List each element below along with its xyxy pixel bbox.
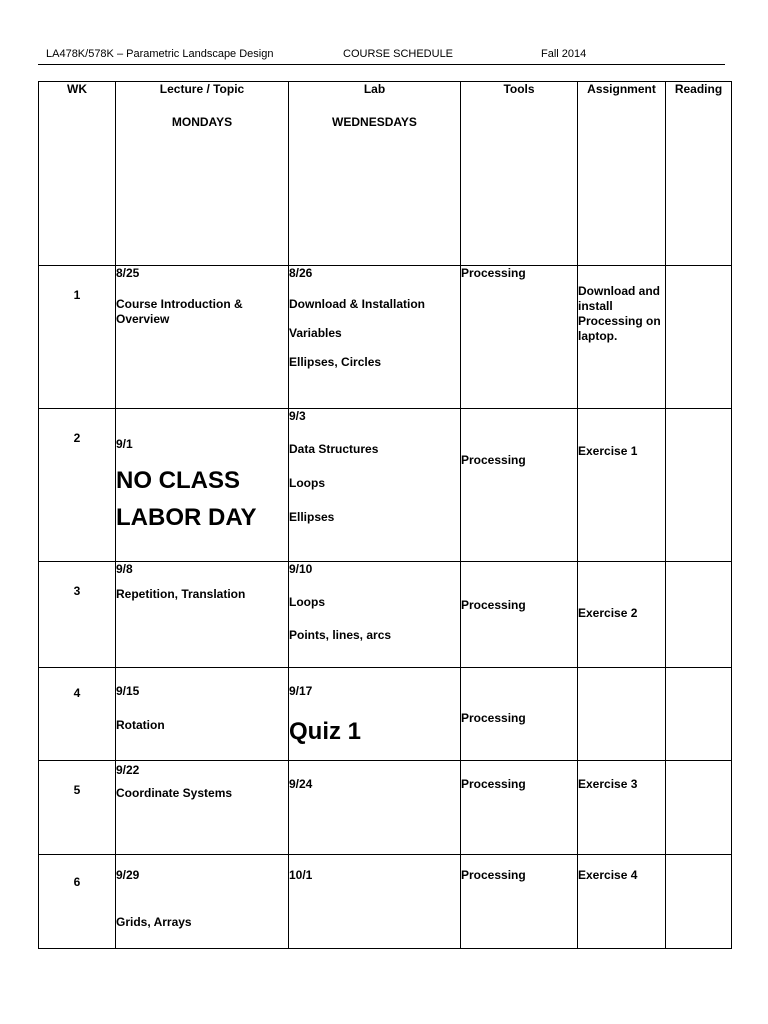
week-number: 3 <box>39 562 116 668</box>
reading-cell <box>666 855 732 949</box>
tools-cell: Processing <box>461 855 578 949</box>
lab-date: 9/10 <box>289 562 313 576</box>
document-title: COURSE SCHEDULE <box>343 48 454 60</box>
lab-item: Ellipses, Circles <box>289 355 382 369</box>
lecture-topic: Grids, Arrays <box>116 915 192 929</box>
lecture-date: 9/29 <box>116 868 140 882</box>
assignment-cell: Download and install Processing on laptop. <box>578 266 666 409</box>
assignment-cell: Exercise 4 <box>578 855 666 949</box>
assignment-cell: Exercise 2 <box>578 562 666 668</box>
tools-cell: Processing <box>461 266 578 409</box>
lab-item: Loops <box>289 476 325 490</box>
tools-cell: Processing <box>461 562 578 668</box>
col-reading-header: Reading <box>666 82 732 266</box>
reading-cell <box>666 409 732 562</box>
lab-cell <box>289 855 461 949</box>
lab-cell <box>289 562 461 668</box>
table-row <box>39 761 732 855</box>
lab-item: Quiz 1 <box>289 718 362 745</box>
lecture-topic: Coordinate Systems <box>116 786 233 800</box>
assignment-cell: Exercise 3 <box>578 761 666 855</box>
lecture-cell <box>116 668 289 761</box>
reading-cell <box>666 266 732 409</box>
tools-cell: Processing <box>461 668 578 761</box>
lab-item: Loops <box>289 595 325 609</box>
week-number: 6 <box>39 855 116 949</box>
table-row <box>39 855 732 949</box>
lecture-cell <box>116 409 289 562</box>
lab-cell <box>289 266 461 409</box>
col-week-header: WK <box>39 82 116 266</box>
header-rule <box>38 64 725 65</box>
lab-item: Points, lines, arcs <box>289 628 392 642</box>
lab-cell <box>289 761 461 855</box>
col-lecture-header <box>116 82 289 266</box>
lab-cell <box>289 409 461 562</box>
lab-item: Variables <box>289 326 342 340</box>
lecture-topic: NO CLASS LABOR DAY <box>116 467 257 532</box>
col-assignment-header: Assignment <box>578 82 666 266</box>
lecture-cell <box>116 761 289 855</box>
schedule-table <box>38 81 732 949</box>
lecture-date: 9/8 <box>116 562 133 576</box>
reading-cell <box>666 562 732 668</box>
tools-cell: Processing <box>461 409 578 562</box>
lecture-cell <box>116 266 289 409</box>
reading-cell <box>666 668 732 761</box>
course-title: LA478K/578K – Parametric Landscape Design <box>46 48 274 60</box>
lecture-topic: Course Introduction & Overview <box>116 297 243 326</box>
lab-date: 9/24 <box>289 777 313 791</box>
reading-cell <box>666 761 732 855</box>
week-number: 5 <box>39 761 116 855</box>
lab-item: Ellipses <box>289 510 335 524</box>
lab-cell <box>289 668 461 761</box>
lecture-cell <box>116 562 289 668</box>
lecture-header-line2: MONDAYS <box>171 115 233 129</box>
lecture-cell <box>116 855 289 949</box>
lecture-topic: Repetition, Translation <box>116 587 246 601</box>
assignment-cell <box>578 668 666 761</box>
week-number: 2 <box>39 409 116 562</box>
tools-cell: Processing <box>461 761 578 855</box>
header-row <box>39 82 732 266</box>
lab-item: Data Structures <box>289 442 379 456</box>
lab-header-line2: WEDNESDAYS <box>332 115 417 129</box>
lab-date: 8/26 <box>289 266 313 280</box>
table-row <box>39 562 732 668</box>
assignment-cell: Exercise 1 <box>578 409 666 562</box>
table-row <box>39 668 732 761</box>
lecture-date: 9/15 <box>116 684 140 698</box>
page-header <box>46 46 726 66</box>
lab-header-line1: Lab <box>363 82 386 96</box>
lab-item: Download & Installation <box>289 297 426 311</box>
lecture-date: 9/22 <box>116 763 140 777</box>
lab-date: 9/17 <box>289 684 313 698</box>
lecture-header-line1: Lecture / Topic <box>159 82 245 96</box>
lab-date: 9/3 <box>289 409 306 423</box>
week-number: 1 <box>39 266 116 409</box>
term-label: Fall 2014 <box>541 48 587 60</box>
table-row <box>39 409 732 562</box>
week-number: 4 <box>39 668 116 761</box>
col-tools-header: Tools <box>461 82 578 266</box>
lecture-date: 9/1 <box>116 437 133 451</box>
col-lab-header <box>289 82 461 266</box>
table-row <box>39 266 732 409</box>
lab-date: 10/1 <box>289 868 313 882</box>
lecture-date: 8/25 <box>116 266 140 280</box>
lecture-topic: Rotation <box>116 718 165 732</box>
